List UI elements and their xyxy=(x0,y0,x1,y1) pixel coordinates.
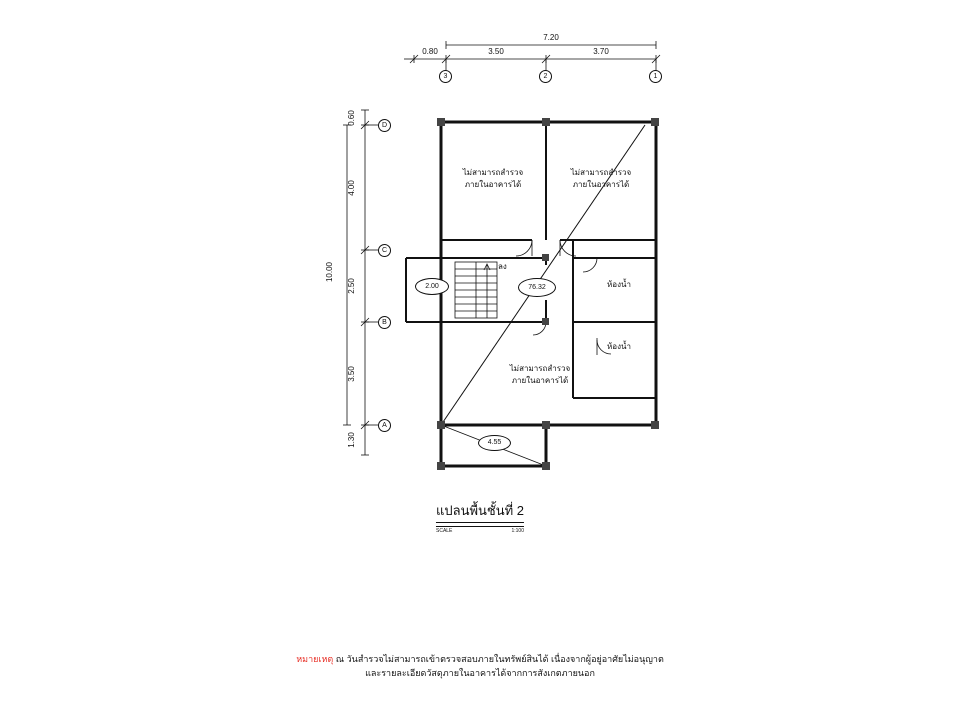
dim-top-seg-2: 3.50 xyxy=(488,47,504,56)
dim-left-seg-2: 4.00 xyxy=(347,180,356,196)
dim-top-seg-1: 0.80 xyxy=(422,47,438,56)
footer-note-tag: หมายเหตุ xyxy=(296,654,334,664)
grid-bubble-b: B xyxy=(378,316,391,329)
room-note-top-right-line2: ภายในอาคารได้ xyxy=(572,179,630,189)
room-note-top-right-line1: ไม่สามารถสำรวจ xyxy=(570,168,632,177)
area-stair-bubble xyxy=(415,278,449,295)
dim-overall-left: 10.00 xyxy=(325,261,334,283)
dim-left-seg-5: 1.30 xyxy=(347,432,356,448)
room-note-top-left xyxy=(463,167,523,190)
bathroom-upper-label: ห้องน้ำ xyxy=(607,280,631,289)
room-note-top-left-line1: ไม่สามารถสำรวจ xyxy=(462,168,524,177)
room-note-bottom-left-line2: ภายในอาคารได้ xyxy=(511,375,569,385)
dim-left-seg-1: 0.60 xyxy=(347,110,356,126)
scale-label: SCALE xyxy=(436,528,453,534)
area-main-bubble xyxy=(518,278,556,297)
dim-overall-top: 7.20 xyxy=(543,33,559,42)
dim-left-seg-3: 2.50 xyxy=(347,278,356,294)
grid-bubble-2: 2 xyxy=(539,70,552,83)
area-balcony-value: 4.55 xyxy=(487,439,502,446)
grid-bubble-1: 1 xyxy=(649,70,662,83)
footer-note-line1: ณ วันสำรวจไม่สามารถเข้าตรวจสอบภายในทรัพย์สินได้ เนื่องจากผู้อยู่อาศัยไม่อนุญาต xyxy=(335,654,664,664)
grid-bubble-3: 3 xyxy=(439,70,452,83)
room-note-bottom-left-line1: ไม่สามารถสำรวจ xyxy=(509,364,571,373)
grid-bubble-c: C xyxy=(378,244,391,257)
footer-note-line2: และรายละเอียดวัสดุภายในอาคารได้จากการสังเกตภายนอก xyxy=(365,668,595,679)
area-stair-value: 2.00 xyxy=(425,283,439,290)
footer-note xyxy=(296,652,664,681)
room-note-bottom-left xyxy=(510,363,570,386)
area-main-value: 76.32 xyxy=(528,284,546,291)
room-note-top-right xyxy=(571,167,631,190)
grid-bubble-d: D xyxy=(378,119,391,132)
dim-top-seg-3: 3.70 xyxy=(593,47,609,56)
stair-down-label: ลง xyxy=(498,262,507,271)
grid-bubble-a: A xyxy=(378,419,391,432)
footer-line-1 xyxy=(296,652,664,666)
drawing-title-block xyxy=(436,500,524,534)
room-note-top-left-line2: ภายในอาคารได้ xyxy=(464,179,522,189)
scale-row xyxy=(436,526,524,534)
dim-left-seg-4: 3.50 xyxy=(347,366,356,382)
bathroom-lower-label: ห้องน้ำ xyxy=(607,342,631,351)
drawing-title: แปลนพื้นชั้นที่ 2 xyxy=(436,500,524,523)
area-balcony-bubble xyxy=(478,435,511,451)
scale-value: 1:100 xyxy=(511,528,524,534)
